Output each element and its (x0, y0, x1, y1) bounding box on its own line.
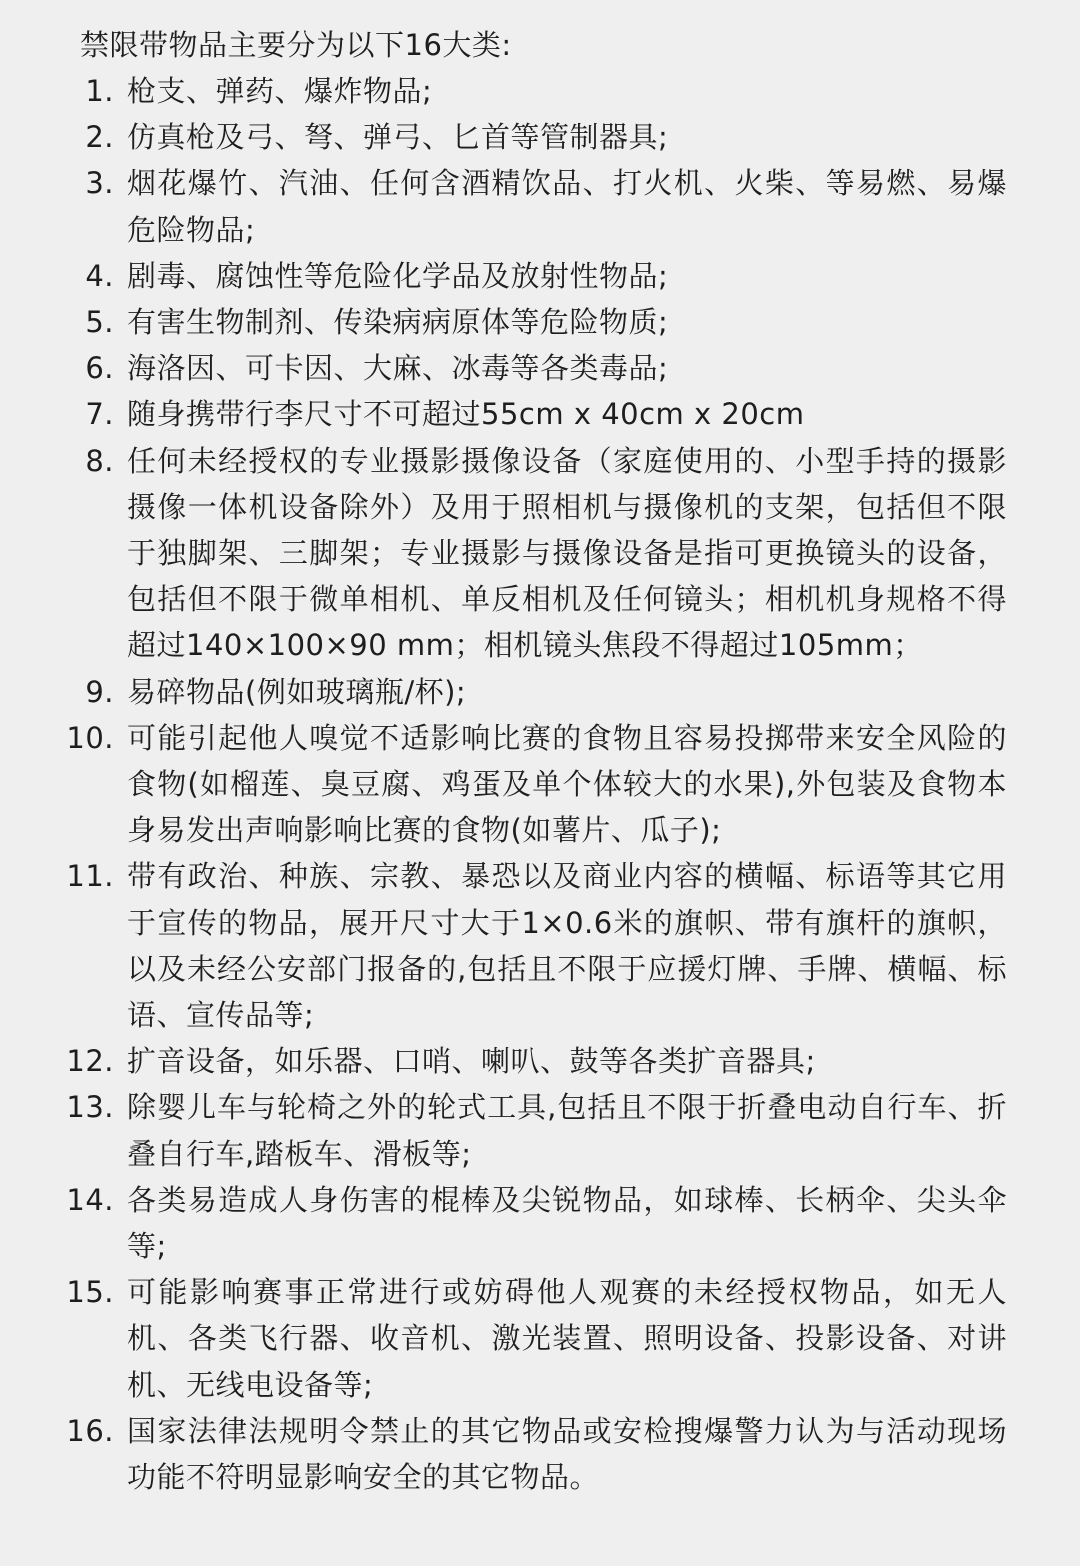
item-number: 2. (85, 120, 114, 155)
item-text: 易碎物品(例如玻璃瓶/杯); (127, 674, 467, 709)
list-item (0, 1269, 1007, 1408)
item-number: 11. (66, 859, 114, 894)
list-item (0, 1038, 1007, 1084)
item-text: 可能影响赛事正常进行或妨碍他人观赛的未经授权物品，如无人机、各类飞行器、收音机、激光装置、照明设备、投影设备、对讲机、无线电设备等; (127, 1275, 1007, 1402)
list-item (0, 1408, 1007, 1500)
page-heading: 禁限带物品主要分为以下16大类: (80, 28, 512, 62)
item-text: 随身携带行李尺寸不可超过55cm x 40cm x 20cm (127, 397, 805, 432)
item-text: 有害生物制剂、传染病病原体等危险物质; (127, 305, 669, 340)
list-item (0, 1177, 1007, 1269)
list-item (0, 438, 1007, 669)
list-item (0, 345, 1007, 391)
list-item (0, 299, 1007, 345)
list-item (0, 1084, 1007, 1176)
list-item (0, 68, 1007, 114)
list-item (0, 114, 1007, 160)
prohibited-items-list (0, 68, 1080, 1500)
item-text: 烟花爆竹、汽油、任何含酒精饮品、打火机、火柴、等易燃、易爆危险物品; (127, 166, 1007, 247)
item-text: 任何未经授权的专业摄影摄像设备（家庭使用的、小型手持的摄影摄像一体机设备除外）及用于照相机与摄像机的支架，包括但不限于独脚架、三脚架；专业摄影与摄像设备是指可更换镜头的设备，包括但不限于微单相机、单反相机及任何镜头；相机机身规格不得超过140×100×90 mm；相机镜头焦段不得超过105mm； (127, 443, 1007, 663)
item-text: 枪支、弹药、爆炸物品; (127, 74, 433, 108)
item-number: 9. (85, 674, 114, 709)
item-text: 除婴儿车与轮椅之外的轮式工具,包括且不限于折叠电动自行车、折叠自行车,踏板车、滑板等; (127, 1090, 1007, 1171)
item-number: 10. (66, 720, 114, 755)
item-number: 13. (66, 1090, 114, 1125)
item-text: 可能引起他人嗅觉不适影响比赛的食物且容易投掷带来安全风险的食物(如榴莲、臭豆腐、鸡蛋及单个体较大的水果),外包装及食物本身易发出声响影响比赛的食物(如薯片、瓜子); (127, 720, 1007, 848)
item-number: 16. (66, 1413, 114, 1448)
list-item (0, 669, 1007, 715)
item-number: 5. (85, 305, 114, 340)
item-number: 3. (85, 166, 114, 201)
list-item (0, 853, 1007, 1038)
item-number: 4. (85, 258, 114, 293)
item-number: 15. (66, 1275, 114, 1310)
item-text: 国家法律法规明令禁止的其它物品或安检搜爆警力认为与活动现场功能不符明显影响安全的其它物品。 (127, 1413, 1007, 1495)
item-number: 1. (85, 74, 114, 108)
item-number: 6. (85, 351, 114, 386)
item-number: 12. (66, 1044, 114, 1079)
item-number: 14. (66, 1182, 114, 1217)
list-item (0, 715, 1007, 854)
item-text: 剧毒、腐蚀性等危险化学品及放射性物品; (127, 258, 669, 293)
list-item (0, 160, 1007, 252)
item-text: 仿真枪及弓、弩、弹弓、匕首等管制器具; (127, 120, 669, 155)
item-text: 扩音设备，如乐器、口哨、喇叭、鼓等各类扩音器具; (127, 1044, 816, 1079)
item-text: 各类易造成人身伤害的棍棒及尖锐物品，如球棒、长柄伞、尖头伞等; (127, 1182, 1007, 1264)
list-item (0, 391, 1007, 437)
item-text: 带有政治、种族、宗教、暴恐以及商业内容的横幅、标语等其它用于宣传的物品，展开尺寸大于1×0.6米的旗帜、带有旗杆的旗帜，以及未经公安部门报备的,包括且不限于应援灯牌、手牌、横幅、标语、宣传品等; (127, 859, 1007, 1033)
item-text: 海洛因、可卡因、大麻、冰毒等各类毒品; (127, 351, 669, 386)
list-item (0, 253, 1007, 299)
item-number: 7. (85, 397, 114, 432)
item-number: 8. (85, 443, 114, 478)
